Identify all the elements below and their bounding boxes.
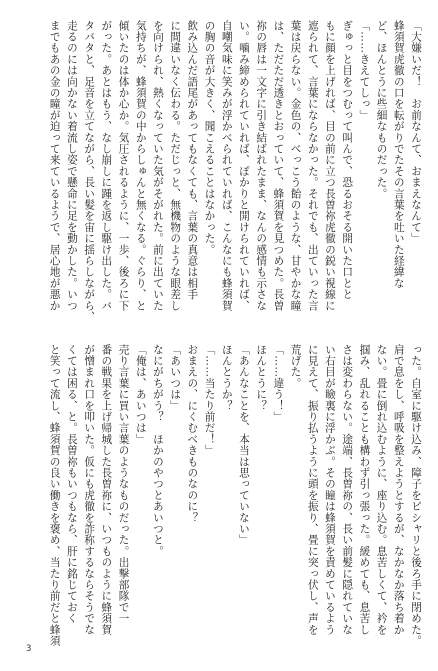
- text-line: ほんとうか？: [220, 344, 233, 412]
- text-line: 「……きえてしっ」: [358, 20, 371, 121]
- text-line: 「……当たり前だ！」: [203, 344, 216, 456]
- text-line: に見えて、振り払うように頭を振り、畳に突っ伏し、声を: [306, 344, 319, 636]
- text-line: った。自室に駆け込み、障子をピシャリと後ろ手に閉めた。: [410, 344, 422, 647]
- text-line: の胸の音が大きく、聞こえることはなかった。: [203, 20, 216, 256]
- text-line: ど、ほんとうに些細なものだった。: [375, 20, 388, 200]
- text-line: までもあの金の瞳が迫って来ているようで、居心地が悪か: [48, 20, 61, 312]
- text-line: は、ただただ透きとおっていて、蜂須賀を見つめた。長曽: [272, 20, 285, 312]
- text-line: 掴み、乱れることも構わず引っ張った。緩めても、息苦し: [358, 344, 371, 636]
- text-line: ない。畳に倒れ込むように、座り込む。息苦しくて、衿を: [375, 344, 388, 636]
- text-line: くては困る、と。長曽祢もいつもなら、肝に銘じておく: [65, 344, 78, 624]
- text-line: 「大嫌いだ！ お前なんて、おまえなんて」: [410, 20, 422, 244]
- text-line: と笑って流し、蜂須賀の良い働きを褒め、当たり前だと蜂須: [48, 344, 61, 647]
- text-line: もに顔を上げれば、目の前に立つ長曽祢虎徹の鋭い視線に: [323, 20, 336, 312]
- text-line: 走るのには向かない着流し姿で懸命に足を動かした。いつ: [65, 20, 78, 312]
- text-line: 気持ちが、蜂須賀の中からしゅんと無くなる。ぐらり、と: [134, 20, 147, 312]
- text-line: い右目が瞼裏に浮かぶ。その瞳は蜂須賀を責めているよう: [323, 344, 336, 636]
- text-line: 「あんなことを、本当は思っていない」: [237, 344, 250, 546]
- text-line: さは変わらない。途端、長曽祢の、長い前髪に隠れていな: [341, 344, 354, 636]
- lower-text-block: [20, 344, 424, 647]
- text-line: が憎まれ口を叩いた。仮にも虎徹を詐称するならそうでな: [83, 344, 96, 636]
- text-line: 「俺は、あいつは」: [134, 344, 147, 445]
- text-line: 葉は戻らない。金色の、べっこう飴のような、甘やかな瞳: [289, 20, 302, 312]
- upper-text-block: [20, 20, 424, 325]
- text-line: 飲み込んだ語尾があってもなくても、言葉の真意は相手: [186, 20, 199, 300]
- text-line: 売り言葉に買い言葉のようなものだった。出撃部隊で一: [117, 344, 130, 624]
- text-line: 肩で息をし、呼吸を整えようとするが、なかなか落ち着か: [392, 344, 405, 636]
- text-line: 傾いたのは体か心か。気圧されるように、一歩、後ろに下: [117, 20, 130, 312]
- text-line: 祢の唇は一文字に引き結ばれたまま、なんの感情も示さな: [255, 20, 268, 312]
- text-line: 自嘲気味に笑みが浮かべられていれば、こんなにも蜂須賀: [220, 20, 233, 312]
- text-line: なにがちがう？ ほかのやつとあいつと。: [151, 344, 164, 557]
- text-line: おまえの、にくむべきものなのに？: [186, 344, 199, 524]
- text-line: い。噛み締められていれば、ぽかりと開けられていれば、: [237, 20, 250, 312]
- page-number: 3: [26, 644, 32, 654]
- text-line: 番の戦果を上げ帰城した長曽祢に、いつものように蜂須賀: [100, 344, 113, 636]
- text-line: に間違いなく伝わる。ただじっと、無機物のような眼差し: [169, 20, 182, 312]
- text-line: を向けられ、熱くなっていた気がそがれた。前に出ていた: [151, 20, 164, 312]
- text-line: 荒げた。: [289, 344, 302, 389]
- text-line: タバタと、足音を立てながら、長い髪を宙に揺らしながら、: [83, 20, 96, 323]
- text-line: がった。あとはもう、なし崩しに踵を返し駆け出した。バ: [100, 20, 113, 312]
- text-line: ぎゅっと目をつむって叫んで、恐るおそる開いた口とと: [341, 20, 354, 300]
- text-line: 遮られて、言葉にならなかった。それでも、出ていった言: [306, 20, 319, 312]
- text-line: 「……違う！」: [272, 344, 285, 423]
- text-line: 「あいつは」: [169, 344, 182, 412]
- text-line: ほんとうに？: [255, 344, 268, 412]
- text-line: 蜂須賀虎徹の口を転がりでたその言葉を吐いた経緯な: [392, 20, 405, 289]
